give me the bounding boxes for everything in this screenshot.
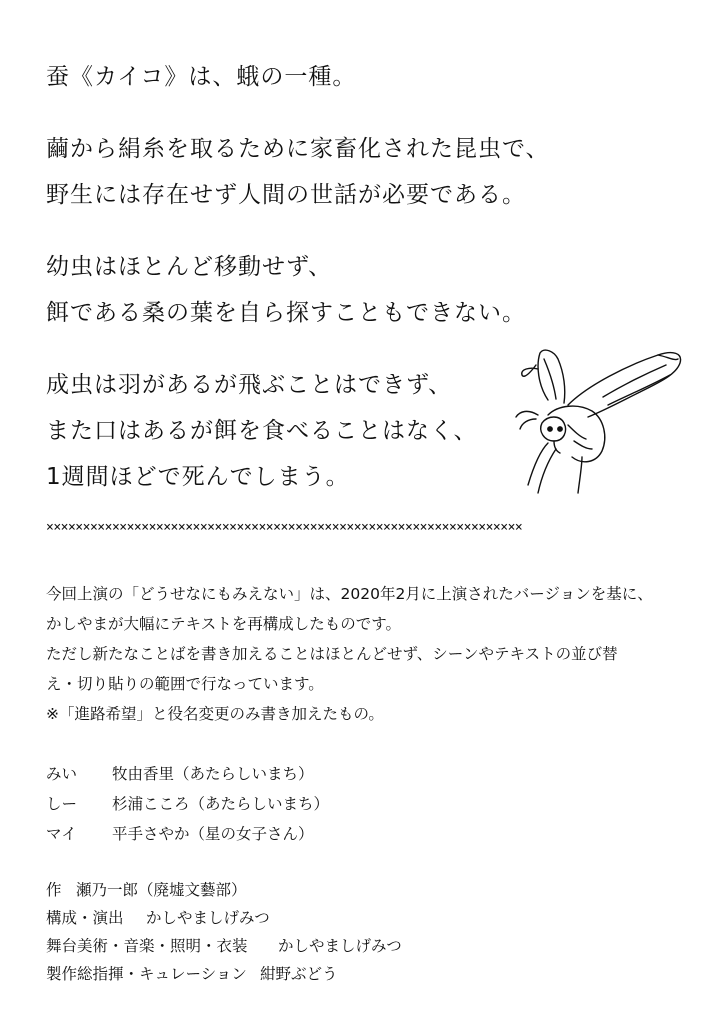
cast-row: [46, 822, 314, 844]
cast-name: 牧由香里（あたらしいまち）: [112, 765, 314, 783]
intro-line: 蚕《カイコ》は、蛾の一種。: [46, 64, 357, 90]
cast-role: マイ: [46, 825, 77, 843]
intro-line: 成虫は羽があるが飛ぶことはできず、: [46, 372, 453, 398]
staff-name: かしやましげみつ: [278, 937, 402, 955]
staff-row: [46, 962, 338, 984]
intro-line: 幼虫はほとんど移動せず、: [46, 254, 333, 280]
staff-role: 舞台美術・音楽・照明・衣装: [46, 937, 248, 955]
silkmoth-illustration: [508, 345, 688, 495]
staff-role: 作: [46, 881, 62, 899]
intro-line: 1週間ほどで死んでしまう。: [46, 464, 350, 490]
note-line: かしやまが大幅にテキストを再構成したものです。: [46, 615, 401, 633]
intro-line: 餌である桑の葉を自ら探すこともできない。: [46, 300, 526, 326]
note-line: 今回上演の「どうせなにもみえない」は、2020年2月に上演されたバージョンを基に、: [46, 585, 653, 603]
staff-name: 紺野ぶどう: [260, 965, 338, 983]
staff-row: [46, 934, 402, 956]
cast-name: 杉浦こころ（あたらしいまち）: [112, 795, 330, 813]
intro-line: 野生には存在せず人間の世話が必要である。: [46, 182, 526, 208]
staff-name: 瀬乃一郎（廃墟文藝部）: [76, 881, 247, 899]
staff-row: [46, 906, 270, 928]
cast-role: みい: [46, 765, 78, 783]
note-line: ただし新たなことばを書き加えることはほとんどせず、シーンやテキストの並び替: [46, 645, 618, 663]
intro-line: また口はあるが餌を食べることはなく、: [46, 418, 478, 444]
staff-name: かしやましげみつ: [146, 909, 270, 927]
cast-row: [46, 762, 314, 784]
staff-role: 製作総指揮・キュレーション: [46, 965, 247, 983]
staff-role: 構成・演出: [46, 909, 124, 927]
cast-row: [46, 792, 329, 814]
section-divider: ×××××××××××××××××××××××××××××××××××××××××××××××××××××××××××××××××: [46, 520, 523, 535]
cast-name: 平手さやか（星の女子さん）: [112, 825, 314, 843]
note-line: え・切り貼りの範囲で行なっています。: [46, 675, 324, 693]
intro-line: 繭から絹糸を取るために家畜化された昆虫で、: [46, 136, 550, 162]
cast-role: しー: [46, 795, 78, 813]
note-line: ※「進路希望」と役名変更のみ書き加えたもの。: [46, 705, 384, 723]
staff-row: [46, 878, 247, 900]
